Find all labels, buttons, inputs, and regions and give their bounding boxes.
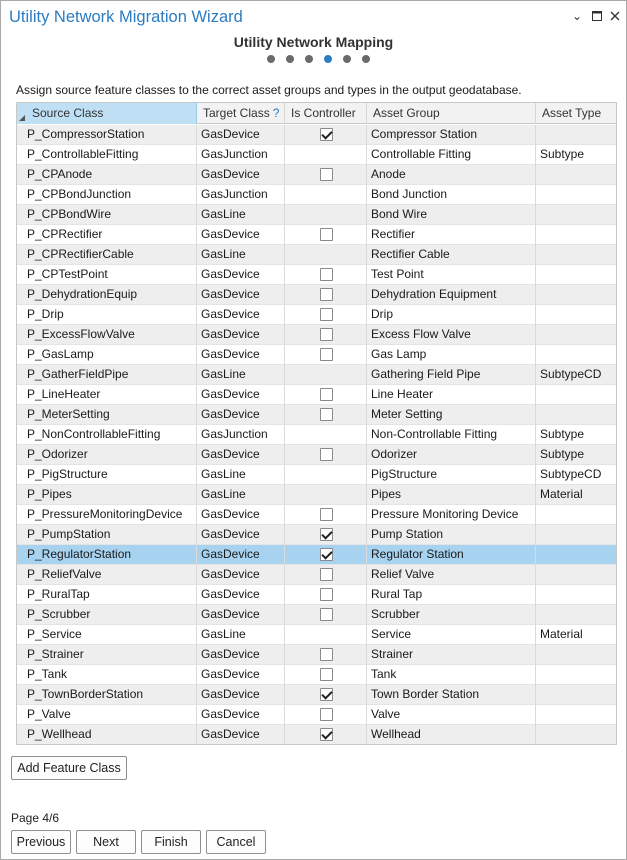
column-header-source-class[interactable]: [17, 103, 197, 124]
target-class-cell[interactable]: GasLine: [197, 625, 285, 645]
previous-button[interactable]: Previous: [11, 830, 71, 854]
table-row[interactable]: [17, 565, 617, 585]
instructions-text: Assign source feature classes to the correct asset groups and types in the output geodatabase.: [16, 83, 522, 97]
source-class-cell[interactable]: P_Wellhead: [17, 725, 197, 745]
target-class-cell[interactable]: GasLine: [197, 245, 285, 265]
asset-group-cell[interactable]: Non-Controllable Fitting: [367, 425, 536, 445]
table-row[interactable]: [17, 225, 617, 245]
asset-type-cell[interactable]: [536, 265, 617, 285]
source-class-cell[interactable]: P_Strainer: [17, 645, 197, 665]
asset-group-cell[interactable]: Odorizer: [367, 445, 536, 465]
target-class-cell[interactable]: GasDevice: [197, 165, 285, 185]
table-row[interactable]: [17, 445, 617, 465]
is-controller-cell: [285, 625, 367, 645]
target-class-cell[interactable]: GasDevice: [197, 725, 285, 745]
is-controller-checkbox[interactable]: [320, 588, 333, 601]
asset-type-cell[interactable]: [536, 725, 617, 745]
target-class-cell[interactable]: GasDevice: [197, 525, 285, 545]
target-class-cell[interactable]: GasDevice: [197, 385, 285, 405]
asset-type-cell[interactable]: [536, 705, 617, 725]
asset-group-cell[interactable]: Pump Station: [367, 525, 536, 545]
asset-group-cell[interactable]: Wellhead: [367, 725, 536, 745]
source-class-cell[interactable]: P_ExcessFlowValve: [17, 325, 197, 345]
asset-type-cell[interactable]: [536, 385, 617, 405]
finish-button[interactable]: Finish: [141, 830, 201, 854]
is-controller-cell: [285, 125, 367, 145]
asset-type-cell[interactable]: Subtype: [540, 447, 585, 461]
source-class-cell[interactable]: P_Odorizer: [17, 445, 197, 465]
table-row[interactable]: [17, 645, 617, 665]
asset-group-cell[interactable]: Gathering Field Pipe: [367, 365, 536, 385]
is-controller-checkbox[interactable]: [320, 508, 333, 521]
is-controller-cell: [285, 305, 367, 325]
is-controller-cell: [285, 465, 367, 485]
is-controller-checkbox[interactable]: [320, 568, 333, 581]
asset-type-cell[interactable]: [536, 665, 617, 685]
asset-type-cell[interactable]: [536, 585, 617, 605]
table-row[interactable]: [17, 485, 617, 505]
source-class-cell[interactable]: P_Valve: [17, 705, 197, 725]
is-controller-cell: [285, 665, 367, 685]
title-bar: [1, 1, 626, 33]
target-class-cell[interactable]: GasJunction: [197, 145, 285, 165]
asset-group-cell[interactable]: Bond Junction: [367, 185, 536, 205]
target-class-cell[interactable]: GasDevice: [197, 505, 285, 525]
is-controller-checkbox[interactable]: [320, 348, 333, 361]
asset-group-cell[interactable]: Service: [367, 625, 536, 645]
asset-group-cell[interactable]: Valve: [367, 705, 536, 725]
asset-type-cell[interactable]: [536, 205, 617, 225]
target-class-cell[interactable]: GasDevice: [197, 445, 285, 465]
column-header-label: Is Controller: [291, 106, 356, 120]
asset-type-cell[interactable]: SubtypeCD: [540, 367, 602, 381]
source-class-cell[interactable]: P_GatherFieldPipe: [17, 365, 197, 385]
target-class-cell[interactable]: GasLine: [197, 365, 285, 385]
source-class-cell[interactable]: P_Service: [17, 625, 197, 645]
target-class-cell[interactable]: GasLine: [197, 465, 285, 485]
table-row[interactable]: [17, 625, 617, 645]
help-icon[interactable]: ?: [272, 106, 280, 120]
grid-header: [17, 103, 617, 124]
source-class-cell[interactable]: P_GasLamp: [17, 345, 197, 365]
asset-group-cell[interactable]: Scrubber: [367, 605, 536, 625]
source-class-cell[interactable]: P_RegulatorStation: [17, 545, 197, 565]
column-header-is-controller[interactable]: [285, 103, 367, 124]
step-dot: [267, 55, 275, 63]
asset-type-cell[interactable]: [536, 345, 617, 365]
table-row[interactable]: [17, 125, 617, 145]
source-class-cell[interactable]: P_Pipes: [17, 485, 197, 505]
is-controller-cell: [285, 505, 367, 525]
table-row[interactable]: [17, 165, 617, 185]
is-controller-cell: [285, 165, 367, 185]
next-button[interactable]: Next: [76, 830, 136, 854]
source-class-cell[interactable]: P_CPTestPoint: [17, 265, 197, 285]
source-class-cell[interactable]: P_Drip: [17, 305, 197, 325]
target-class-cell[interactable]: GasDevice: [197, 705, 285, 725]
is-controller-cell: [285, 145, 367, 165]
target-class-cell[interactable]: GasDevice: [197, 125, 285, 145]
table-row[interactable]: [17, 245, 617, 265]
is-controller-checkbox[interactable]: [320, 128, 333, 141]
asset-group-cell[interactable]: Controllable Fitting: [367, 145, 536, 165]
table-row[interactable]: [17, 545, 617, 565]
is-controller-cell: [285, 685, 367, 705]
is-controller-checkbox[interactable]: [320, 648, 333, 661]
is-controller-checkbox[interactable]: [320, 688, 333, 701]
target-class-cell[interactable]: GasDevice: [197, 545, 285, 565]
source-class-cell[interactable]: P_CPBondWire: [17, 205, 197, 225]
source-class-cell[interactable]: P_TownBorderStation: [17, 685, 197, 705]
target-class-cell[interactable]: GasDevice: [197, 685, 285, 705]
asset-group-cell[interactable]: Regulator Station: [367, 545, 536, 565]
is-controller-checkbox[interactable]: [320, 228, 333, 241]
is-controller-cell: [285, 205, 367, 225]
asset-group-cell[interactable]: Pipes: [367, 485, 536, 505]
table-row[interactable]: [17, 665, 617, 685]
source-class-cell[interactable]: P_CPRectifier: [17, 225, 197, 245]
asset-group-cell[interactable]: Rectifier Cable: [367, 245, 536, 265]
target-class-cell[interactable]: GasDevice: [197, 285, 285, 305]
table-row[interactable]: [17, 585, 617, 605]
asset-type-cell[interactable]: [536, 185, 617, 205]
asset-group-cell[interactable]: Tank: [367, 665, 536, 685]
source-class-cell[interactable]: P_ReliefValve: [17, 565, 197, 585]
asset-type-cell[interactable]: [536, 565, 617, 585]
table-row[interactable]: [17, 145, 617, 165]
is-controller-cell: [285, 545, 367, 565]
target-class-cell[interactable]: GasDevice: [197, 225, 285, 245]
asset-group-cell[interactable]: Town Border Station: [367, 685, 536, 705]
sort-arrow-icon: [19, 115, 25, 121]
asset-group-cell[interactable]: Line Heater: [367, 385, 536, 405]
cancel-button[interactable]: Cancel: [206, 830, 266, 854]
source-class-cell[interactable]: P_MeterSetting: [17, 405, 197, 425]
asset-type-cell[interactable]: Subtype: [540, 427, 585, 441]
page-indicator: Page 4/6: [11, 811, 60, 825]
asset-group-cell[interactable]: Gas Lamp: [367, 345, 536, 365]
is-controller-checkbox[interactable]: [320, 548, 333, 561]
target-class-cell[interactable]: GasLine: [197, 485, 285, 505]
asset-type-cell[interactable]: Subtype: [540, 147, 585, 161]
asset-type-cell[interactable]: [536, 505, 617, 525]
source-class-cell[interactable]: P_CompressorStation: [17, 125, 197, 145]
asset-type-cell[interactable]: [536, 125, 617, 145]
asset-group-cell[interactable]: Rectifier: [367, 225, 536, 245]
asset-group-cell[interactable]: Pressure Monitoring Device: [367, 505, 536, 525]
is-controller-checkbox[interactable]: [320, 728, 333, 741]
is-controller-checkbox[interactable]: [320, 528, 333, 541]
chevron-down-icon[interactable]: ⌄: [571, 9, 583, 23]
table-row[interactable]: [17, 725, 617, 745]
asset-group-cell[interactable]: Bond Wire: [367, 205, 536, 225]
target-class-cell[interactable]: GasDevice: [197, 585, 285, 605]
is-controller-cell: [285, 385, 367, 405]
asset-group-cell[interactable]: Rural Tap: [367, 585, 536, 605]
asset-type-cell[interactable]: [536, 645, 617, 665]
source-class-cell[interactable]: P_LineHeater: [17, 385, 197, 405]
target-class-cell[interactable]: GasDevice: [197, 305, 285, 325]
column-header-asset-type[interactable]: [536, 103, 617, 124]
asset-type-cell[interactable]: [536, 545, 617, 565]
is-controller-cell: [285, 445, 367, 465]
target-class-cell[interactable]: GasDevice: [197, 265, 285, 285]
source-class-cell[interactable]: P_PigStructure: [17, 465, 197, 485]
table-row[interactable]: [17, 405, 617, 425]
is-controller-checkbox[interactable]: [320, 328, 333, 341]
asset-type-cell[interactable]: [536, 605, 617, 625]
is-controller-cell: [285, 485, 367, 505]
column-header-label: Asset Type: [542, 106, 602, 120]
target-class-cell[interactable]: GasJunction: [197, 185, 285, 205]
asset-type-cell[interactable]: [536, 525, 617, 545]
is-controller-checkbox[interactable]: [320, 308, 333, 321]
is-controller-cell: [285, 605, 367, 625]
table-row[interactable]: [17, 465, 617, 485]
asset-group-cell[interactable]: Dehydration Equipment: [367, 285, 536, 305]
table-row[interactable]: [17, 285, 617, 305]
is-controller-checkbox[interactable]: [320, 288, 333, 301]
asset-group-cell[interactable]: Strainer: [367, 645, 536, 665]
asset-group-cell[interactable]: Relief Valve: [367, 565, 536, 585]
source-class-cell[interactable]: P_CPRectifierCable: [17, 245, 197, 265]
is-controller-checkbox[interactable]: [320, 268, 333, 281]
is-controller-cell: [285, 245, 367, 265]
asset-type-cell[interactable]: [536, 165, 617, 185]
target-class-cell[interactable]: GasDevice: [197, 325, 285, 345]
source-class-cell[interactable]: P_Tank: [17, 665, 197, 685]
asset-type-cell[interactable]: [536, 325, 617, 345]
source-class-cell[interactable]: P_CPBondJunction: [17, 185, 197, 205]
asset-type-cell[interactable]: [536, 285, 617, 305]
is-controller-checkbox[interactable]: [320, 708, 333, 721]
is-controller-cell: [285, 405, 367, 425]
asset-type-cell[interactable]: SubtypeCD: [540, 467, 602, 481]
is-controller-checkbox[interactable]: [320, 168, 333, 181]
add-feature-class-button[interactable]: Add Feature Class: [11, 756, 127, 780]
table-row[interactable]: [17, 705, 617, 725]
column-header-label: Source Class: [32, 106, 104, 120]
target-class-cell[interactable]: GasLine: [197, 205, 285, 225]
target-class-cell[interactable]: GasJunction: [197, 425, 285, 445]
is-controller-checkbox[interactable]: [320, 448, 333, 461]
source-class-cell[interactable]: P_CPAnode: [17, 165, 197, 185]
asset-type-cell[interactable]: [536, 405, 617, 425]
mapping-grid: [16, 102, 617, 745]
is-controller-cell: [285, 345, 367, 365]
source-class-cell[interactable]: P_DehydrationEquip: [17, 285, 197, 305]
table-row[interactable]: [17, 185, 617, 205]
is-controller-cell: [285, 225, 367, 245]
is-controller-cell: [285, 325, 367, 345]
is-controller-cell: [285, 285, 367, 305]
asset-group-cell[interactable]: PigStructure: [367, 465, 536, 485]
is-controller-cell: [285, 365, 367, 385]
target-class-cell[interactable]: GasDevice: [197, 345, 285, 365]
is-controller-checkbox[interactable]: [320, 608, 333, 621]
table-row[interactable]: [17, 325, 617, 345]
is-controller-checkbox[interactable]: [320, 668, 333, 681]
step-dot: [286, 55, 294, 63]
source-class-cell[interactable]: P_NonControllableFitting: [17, 425, 197, 445]
column-header-label: Asset Group: [373, 106, 440, 120]
source-class-cell[interactable]: P_Scrubber: [17, 605, 197, 625]
source-class-cell[interactable]: P_ControllableFitting: [17, 145, 197, 165]
table-row[interactable]: [17, 345, 617, 365]
is-controller-cell: [285, 425, 367, 445]
is-controller-cell: [285, 725, 367, 745]
table-row[interactable]: [17, 385, 617, 405]
asset-group-cell[interactable]: Meter Setting: [367, 405, 536, 425]
step-dot: [343, 55, 351, 63]
column-header-label: Target Class: [203, 106, 270, 120]
column-header-asset-group[interactable]: [367, 103, 536, 124]
asset-group-cell[interactable]: Anode: [367, 165, 536, 185]
asset-group-cell[interactable]: Compressor Station: [367, 125, 536, 145]
table-row[interactable]: [17, 605, 617, 625]
is-controller-cell: [285, 645, 367, 665]
is-controller-cell: [285, 705, 367, 725]
table-row[interactable]: [17, 205, 617, 225]
source-class-cell[interactable]: P_PressureMonitoringDevice: [17, 505, 197, 525]
target-class-cell[interactable]: GasDevice: [197, 665, 285, 685]
is-controller-cell: [285, 585, 367, 605]
asset-type-cell[interactable]: [536, 305, 617, 325]
is-controller-cell: [285, 185, 367, 205]
step-dot: [324, 55, 332, 63]
is-controller-checkbox[interactable]: [320, 388, 333, 401]
table-row[interactable]: [17, 685, 617, 705]
source-class-cell[interactable]: P_RuralTap: [17, 585, 197, 605]
maximize-icon[interactable]: [587, 6, 607, 26]
step-dot: [362, 55, 370, 63]
asset-group-cell[interactable]: Excess Flow Valve: [367, 325, 536, 345]
column-header-target-class[interactable]: [197, 103, 285, 124]
asset-type-cell[interactable]: [536, 225, 617, 245]
is-controller-cell: [285, 565, 367, 585]
target-class-cell[interactable]: GasDevice: [197, 605, 285, 625]
table-row[interactable]: [17, 425, 617, 445]
asset-type-cell[interactable]: Material: [540, 487, 583, 501]
page-subtitle: Utility Network Mapping: [233, 34, 394, 50]
is-controller-cell: [285, 525, 367, 545]
step-dot: [305, 55, 313, 63]
table-row[interactable]: [17, 505, 617, 525]
asset-type-cell[interactable]: [536, 685, 617, 705]
target-class-cell[interactable]: GasDevice: [197, 565, 285, 585]
table-row[interactable]: [17, 365, 617, 385]
close-icon[interactable]: [605, 6, 625, 26]
asset-type-cell[interactable]: [536, 245, 617, 265]
table-row[interactable]: [17, 265, 617, 285]
is-controller-cell: [285, 265, 367, 285]
asset-group-cell[interactable]: Drip: [367, 305, 536, 325]
table-row[interactable]: [17, 525, 617, 545]
is-controller-checkbox[interactable]: [320, 408, 333, 421]
source-class-cell[interactable]: P_PumpStation: [17, 525, 197, 545]
asset-type-cell[interactable]: Material: [540, 627, 583, 641]
asset-group-cell[interactable]: Test Point: [367, 265, 536, 285]
window-title: Utility Network Migration Wizard: [9, 8, 243, 26]
target-class-cell[interactable]: GasDevice: [197, 405, 285, 425]
table-row[interactable]: [17, 305, 617, 325]
target-class-cell[interactable]: GasDevice: [197, 645, 285, 665]
